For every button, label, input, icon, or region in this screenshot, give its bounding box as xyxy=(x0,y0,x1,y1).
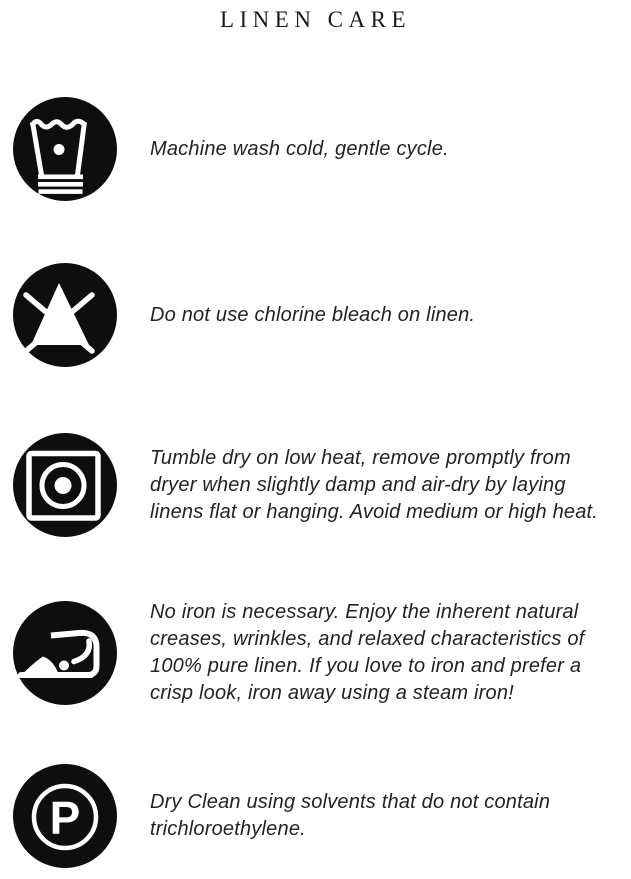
care-item-row xyxy=(13,433,631,537)
care-instruction-text: Do not use chlorine bleach on linen. xyxy=(150,303,476,326)
page-title: LINEN CARE xyxy=(219,7,412,32)
care-item-row xyxy=(13,764,631,868)
care-instruction-text: Tumble dry on low heat, remove promptly from dryer when slightly damp and air-dry by laying linens flat or hanging. Avoid medium or high heat. xyxy=(150,446,599,523)
dry-clean-letter: P xyxy=(49,792,81,844)
do-not-bleach-icon xyxy=(13,263,117,367)
tumble-dry-icon xyxy=(13,433,117,537)
care-instruction-text: Dry Clean using solvents that do not contain trichloroethylene. xyxy=(150,791,551,840)
iron-icon xyxy=(13,601,117,705)
care-instruction-text: No iron is necessary. Enjoy the inherent natural creases, wrinkles, and relaxed characteristics of 100% pure linen. If you love to iron and prefer a crisp look, iron away using a steam iron! xyxy=(150,601,585,704)
care-item-row xyxy=(13,599,631,707)
care-item-row xyxy=(13,263,631,367)
care-instruction-text: Machine wash cold, gentle cycle. xyxy=(150,137,449,160)
care-item-row xyxy=(13,97,631,201)
machine-wash-icon xyxy=(13,97,117,201)
care-instructions-list xyxy=(0,97,631,868)
dry-clean-icon xyxy=(13,764,117,868)
